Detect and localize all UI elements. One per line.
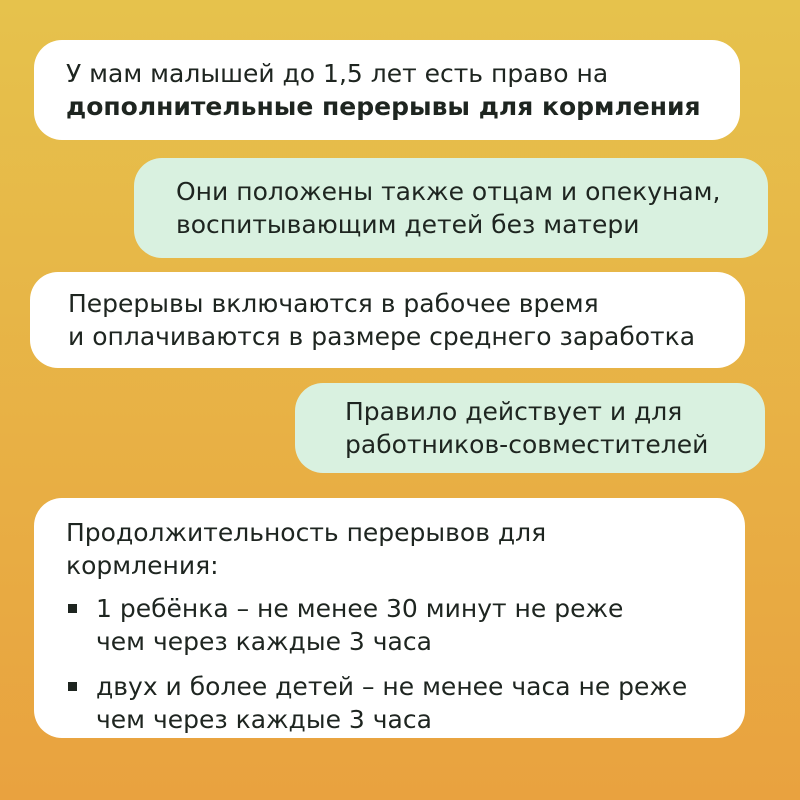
- message-card-fathers-guardians: [134, 158, 768, 258]
- one-child-line2: чем через каждые 3 часа: [96, 627, 432, 656]
- two-or-more-text: [96, 670, 687, 736]
- one-child-text: [96, 592, 623, 658]
- break-duration-list: [66, 592, 717, 736]
- intro-text-regular: У мам малышей до 1,5 лет есть право на: [66, 59, 609, 88]
- fathers-guardians-line1: Они положены также отцам и опекунам,: [176, 177, 721, 206]
- message-card-break-duration: [34, 498, 745, 738]
- message-card-intro: [34, 40, 740, 140]
- part-time-line2: работников-совместителей: [345, 430, 709, 459]
- part-time-line1: Правило действует и для: [345, 397, 683, 426]
- paid-breaks-line1: Перерывы включаются в рабочее время: [68, 289, 599, 318]
- bullet-square-icon: [68, 682, 77, 691]
- break-duration-heading-line1: Продолжительность перерывов для: [66, 518, 547, 547]
- bullet-square-icon: [68, 604, 77, 613]
- fathers-guardians-line2: воспитывающим детей без матери: [176, 210, 640, 239]
- paid-breaks-line2: и оплачиваются в размере среднего заработка: [68, 322, 696, 351]
- intro-text-bold: дополнительные перерывы для кормления: [66, 92, 701, 121]
- two-or-more-line2: чем через каждые 3 часа: [96, 705, 432, 734]
- break-duration-heading-line2: кормления:: [66, 551, 219, 580]
- list-item-two-or-more-children: [66, 670, 717, 736]
- message-card-part-time-workers: [295, 383, 765, 473]
- break-duration-heading: [66, 516, 717, 582]
- list-item-one-child: [66, 592, 717, 658]
- message-card-paid-breaks: [30, 272, 745, 368]
- two-or-more-line1: двух и более детей – не менее часа не реже: [96, 672, 688, 701]
- one-child-line1: 1 ребёнка – не менее 30 минут не реже: [96, 594, 624, 623]
